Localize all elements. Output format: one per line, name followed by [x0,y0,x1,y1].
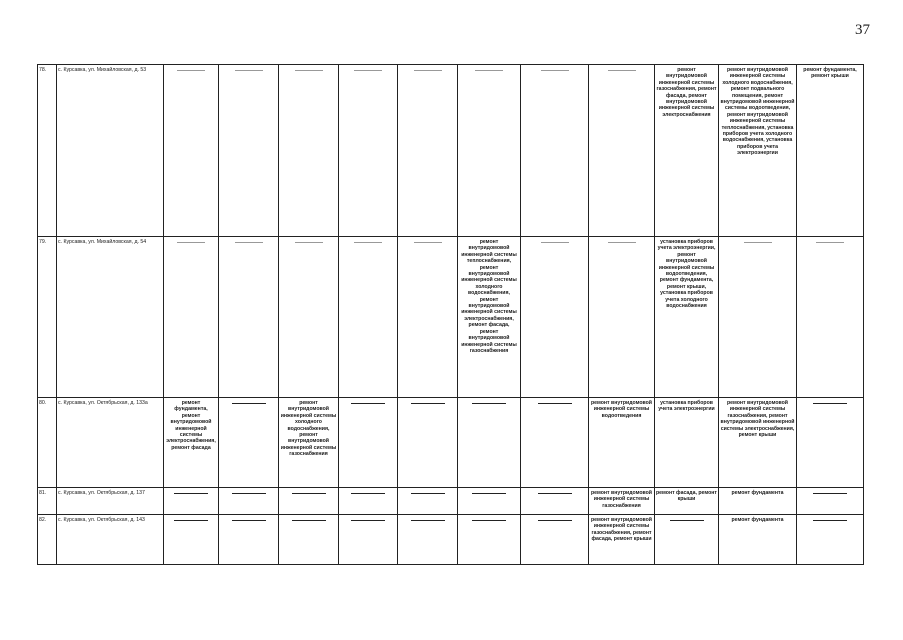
dash-mark [354,242,382,243]
work-cell: ремонт внутридомовой инженерной системы газоснабжения, ремонт фасада, ремонт крыши [589,515,655,565]
dash-mark [232,403,266,404]
empty-cell [219,237,279,398]
dash-mark [608,242,636,243]
dash-mark [351,520,385,521]
table-row [38,488,864,515]
dash-mark [744,242,772,243]
row-number: 80. [38,398,57,488]
work-cell: ремонт внутридомовой инженерной системы водоотведения [589,398,655,488]
page-number: 37 [855,22,870,38]
dash-mark [411,493,445,494]
work-cell: ремонт внутридомовой инженерной системы холодного водоснабжения, ремонт подвального помещения, ремонт внутридомовой инженерной системы водоотведения, ремонт внутридомовой инженерной системы теплоснабжения, установка приборов учета холодного водоснабжения, установка приборов учета электроэнергии [719,65,797,237]
empty-cell [458,398,521,488]
work-cell: ремонт внутридомовой инженерной системы газоснабжения [589,488,655,515]
row-number: 81. [38,488,57,515]
work-cell: ремонт внутридомовой инженерной системы теплоснабжения, ремонт внутридомовой инженерной системы холодного водоснабжения, ремонт внутридомовой инженерной системы электроснабжения, ремонт фасада, ремонт внутридомовой инженерной системы газоснабжения [458,237,521,398]
empty-cell [219,398,279,488]
dash-mark [472,520,506,521]
dash-mark [354,70,382,71]
empty-cell [339,237,398,398]
empty-cell [521,65,589,237]
empty-cell [521,515,589,565]
empty-cell [398,237,458,398]
empty-cell [219,65,279,237]
work-cell: ремонт фундамента [719,515,797,565]
dash-mark [813,403,847,404]
dash-mark [813,520,847,521]
dash-mark [177,242,205,243]
empty-cell [339,398,398,488]
empty-cell [339,488,398,515]
dash-mark [174,520,208,521]
dash-mark [177,70,205,71]
empty-cell [458,65,521,237]
dash-mark [670,520,704,521]
dash-mark [295,70,323,71]
address-cell: с. Курсавка, ул. Октябрьская, д. 133а [57,398,164,488]
dash-mark [232,493,266,494]
dash-mark [411,520,445,521]
dash-mark [541,242,569,243]
work-cell: ремонт внутридомовой инженерной системы газоснабжения, ремонт внутридомовой инженерной системы электроснабжения, ремонт крыши [719,398,797,488]
empty-cell [521,398,589,488]
empty-cell [797,488,864,515]
address-cell: с. Курсавка, ул. Октябрьская, д. 137 [57,488,164,515]
work-cell: ремонт фундамента [719,488,797,515]
table-row [38,515,864,565]
table-row [38,65,864,237]
dash-mark [414,70,442,71]
dash-mark [538,493,572,494]
empty-cell [797,515,864,565]
table-row [38,398,864,488]
empty-cell [219,515,279,565]
dash-mark [235,70,263,71]
table-body [38,65,864,565]
work-cell: ремонт внутридомовой инженерной системы холодного водоснабжения, ремонт внутридомовой инженерной системы газоснабжения [279,398,339,488]
row-number: 82. [38,515,57,565]
dash-mark [816,242,844,243]
dash-mark [351,493,385,494]
dash-mark [541,70,569,71]
dash-mark [608,70,636,71]
empty-cell [164,65,219,237]
empty-cell [589,65,655,237]
empty-cell [339,65,398,237]
address-cell: с. Курсавка, ул. Михайловская, д. 54 [57,237,164,398]
empty-cell [339,515,398,565]
empty-cell [521,237,589,398]
work-cell: ремонт фундамента, ремонт внутридомовой инженерной системы электроснабжения, ремонт фасада [164,398,219,488]
empty-cell [719,237,797,398]
empty-cell [164,237,219,398]
empty-cell [279,237,339,398]
work-cell: ремонт фундамента, ремонт крыши [797,65,864,237]
work-cell: установка приборов учета электроэнергии [655,398,719,488]
dash-mark [295,242,323,243]
row-number: 78. [38,65,57,237]
empty-cell [589,237,655,398]
work-cell: ремонт внутридомовой инженерной системы газоснабжения, ремонт фасада, ремонт внутридомовой инженерной системы электроснабжения [655,65,719,237]
dash-mark [813,493,847,494]
address-cell: с. Курсавка, ул. Михайловская, д. 53 [57,65,164,237]
dash-mark [232,520,266,521]
empty-cell [797,398,864,488]
dash-mark [174,493,208,494]
empty-cell [655,515,719,565]
empty-cell [398,488,458,515]
address-cell: с. Курсавка, ул. Октябрьская, д. 143 [57,515,164,565]
table-row [38,237,864,398]
repair-schedule-table [37,64,864,565]
dash-mark [414,242,442,243]
empty-cell [164,488,219,515]
empty-cell [458,515,521,565]
empty-cell [219,488,279,515]
empty-cell [797,237,864,398]
empty-cell [164,515,219,565]
dash-mark [411,403,445,404]
dash-mark [472,493,506,494]
empty-cell [398,398,458,488]
row-number: 79. [38,237,57,398]
work-cell: установка приборов учета электроэнергии, ремонт внутридомовой инженерной системы водоотведения, ремонт фундамента, ремонт крыши, установка приборов учета холодного водоснабжения [655,237,719,398]
dash-mark [538,520,572,521]
empty-cell [458,488,521,515]
dash-mark [475,70,503,71]
empty-cell [279,488,339,515]
dash-mark [292,520,326,521]
dash-mark [292,493,326,494]
dash-mark [235,242,263,243]
dash-mark [351,403,385,404]
empty-cell [521,488,589,515]
work-cell: ремонт фасада, ремонт крыши [655,488,719,515]
dash-mark [538,403,572,404]
empty-cell [398,65,458,237]
empty-cell [279,515,339,565]
empty-cell [398,515,458,565]
empty-cell [279,65,339,237]
dash-mark [472,403,506,404]
